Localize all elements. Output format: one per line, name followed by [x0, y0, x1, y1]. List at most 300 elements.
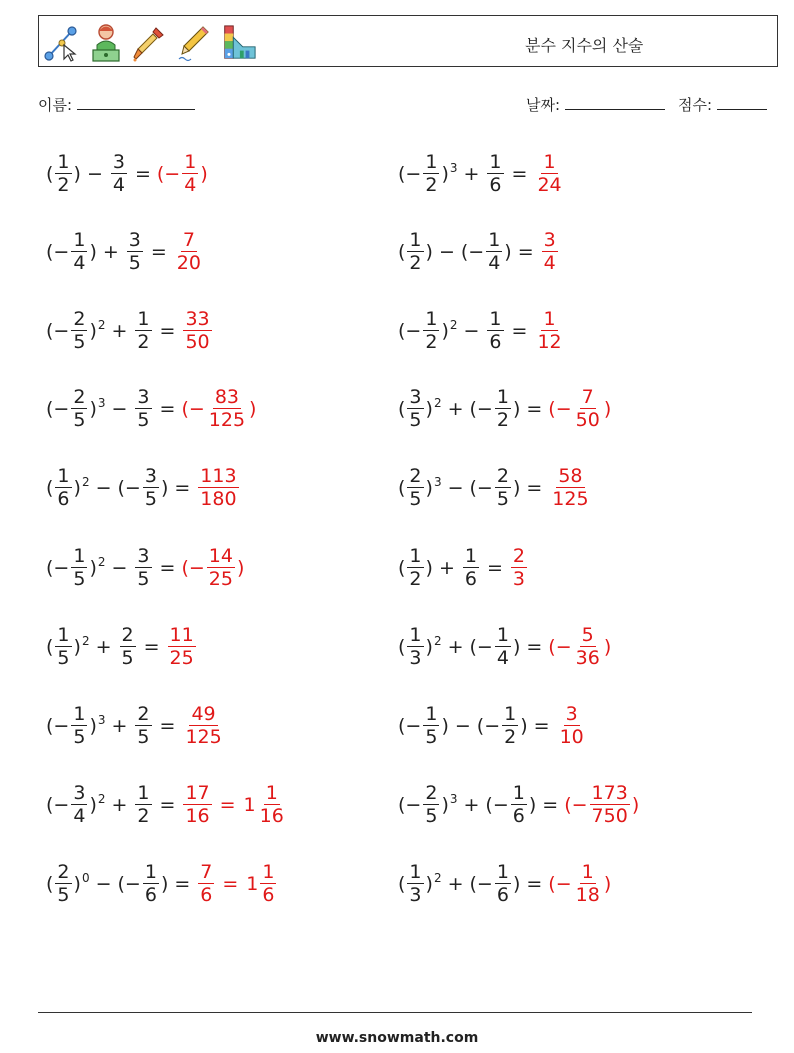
math-symbol: ) — [89, 241, 97, 263]
math-symbol: ( — [398, 636, 406, 658]
math-symbol: (− — [548, 873, 572, 895]
math-symbol: = — [526, 477, 543, 499]
denominator: 2 — [425, 331, 438, 353]
answer — [548, 467, 592, 509]
exponent: 2 — [433, 634, 442, 648]
fraction — [55, 863, 71, 905]
problem-8 — [398, 381, 611, 437]
math-symbol: ( — [46, 636, 54, 658]
fraction — [71, 310, 87, 352]
answer — [548, 388, 611, 430]
math-symbol: ) — [89, 398, 97, 420]
math-symbol: ) — [441, 320, 449, 342]
math-symbol: + — [447, 873, 464, 895]
denominator: 24 — [537, 174, 562, 196]
denominator: 16 — [259, 805, 284, 827]
numerator: 1 — [496, 624, 509, 646]
math-symbol: ) — [441, 163, 449, 185]
denominator: 4 — [543, 252, 556, 274]
fraction — [486, 231, 502, 273]
math-symbol: − — [454, 715, 471, 737]
denominator: 5 — [425, 726, 438, 748]
fraction — [183, 705, 223, 747]
fraction — [183, 784, 211, 826]
math-symbol: (− — [469, 477, 493, 499]
numerator: 1 — [581, 861, 594, 883]
denominator: 5 — [137, 568, 150, 590]
math-symbol: + — [447, 398, 464, 420]
denominator: 5 — [409, 409, 422, 431]
math-symbol: − — [111, 557, 128, 579]
math-symbol: + — [111, 794, 128, 816]
denominator: 750 — [591, 805, 628, 827]
exponent: 2 — [433, 871, 442, 885]
answer — [556, 705, 588, 747]
worksheet-title: 분수 지수의 산술 — [525, 36, 644, 55]
footer-divider — [38, 1012, 752, 1013]
denominator: 2 — [137, 805, 150, 827]
problem-4 — [398, 224, 560, 280]
exponent: 2 — [449, 318, 458, 332]
numerator: 14 — [208, 545, 233, 567]
teacher-icon — [87, 21, 125, 65]
denominator: 6 — [512, 805, 525, 827]
denominator: 50 — [185, 331, 210, 353]
math-symbol: ) — [73, 477, 81, 499]
fraction — [71, 231, 87, 273]
denominator: 2 — [409, 252, 422, 274]
exponent: 2 — [433, 396, 442, 410]
fraction — [574, 863, 602, 905]
fraction — [495, 388, 511, 430]
math-symbol: (− — [117, 477, 141, 499]
fraction — [55, 467, 71, 509]
math-symbol: ) — [73, 163, 81, 185]
fraction — [55, 153, 71, 195]
fraction — [590, 784, 630, 826]
numerator: 1 — [409, 624, 422, 646]
denominator: 5 — [128, 252, 141, 274]
numerator: 83 — [214, 386, 239, 408]
math-symbol: ) — [89, 557, 97, 579]
denominator: 125 — [208, 409, 246, 431]
problem-11 — [46, 540, 244, 596]
math-symbol: − — [111, 398, 128, 420]
score-label: 점수: — [678, 96, 713, 114]
numerator: 1 — [137, 308, 150, 330]
math-symbol: ) — [631, 794, 640, 816]
denominator: 6 — [496, 884, 509, 906]
math-symbol: = — [542, 794, 559, 816]
answer — [157, 153, 208, 195]
numerator: 173 — [591, 782, 628, 804]
denominator: 2 — [409, 568, 422, 590]
problem-6 — [398, 303, 566, 359]
math-symbol: ( — [398, 873, 406, 895]
fraction — [407, 231, 423, 273]
fraction — [574, 626, 602, 668]
math-symbol: ) — [425, 557, 433, 579]
numerator: 58 — [558, 465, 583, 487]
math-symbol: = — [174, 477, 191, 499]
math-symbol: = — [511, 163, 528, 185]
exponent: 3 — [97, 713, 106, 727]
name-blank[interactable] — [77, 95, 195, 110]
exponent: 2 — [97, 318, 106, 332]
math-symbol: ) — [441, 715, 449, 737]
math-symbol: = — [159, 398, 176, 420]
math-symbol: (− — [117, 873, 141, 895]
fraction — [423, 784, 439, 826]
fraction — [542, 231, 558, 273]
numerator: 3 — [137, 386, 150, 408]
denominator: 4 — [112, 174, 125, 196]
fraction — [71, 547, 87, 589]
math-symbol: = — [486, 557, 503, 579]
math-symbol: = — [134, 163, 151, 185]
numerator: 1 — [57, 151, 70, 173]
denominator: 4 — [496, 647, 509, 669]
date-field — [526, 94, 665, 115]
problem-18 — [398, 777, 639, 833]
numerator: 1 — [543, 151, 556, 173]
header-box — [38, 15, 778, 67]
denominator: 5 — [496, 488, 509, 510]
math-symbol: (− — [46, 320, 70, 342]
score-blank[interactable] — [717, 95, 767, 110]
numerator: 11 — [169, 624, 194, 646]
math-symbol: (− — [469, 873, 493, 895]
numerator: 1 — [73, 229, 86, 251]
denominator: 5 — [409, 488, 422, 510]
answer — [564, 784, 639, 826]
numerator: 1 — [144, 861, 157, 883]
denominator: 10 — [559, 726, 584, 748]
math-symbol: ) — [520, 715, 528, 737]
denominator: 6 — [489, 174, 502, 196]
fraction — [487, 153, 503, 195]
answer — [196, 467, 240, 509]
answer — [533, 153, 565, 195]
math-symbol: + — [438, 557, 455, 579]
numerator: 1 — [184, 151, 197, 173]
math-symbol: (− — [564, 794, 588, 816]
vector-tool-icon — [43, 21, 81, 65]
fraction — [175, 231, 203, 273]
fraction — [487, 310, 503, 352]
fraction — [423, 153, 439, 195]
denominator: 5 — [73, 409, 86, 431]
fraction — [111, 153, 127, 195]
fraction — [135, 784, 151, 826]
fraction — [407, 547, 423, 589]
denominator: 2 — [137, 331, 150, 353]
numerator: 2 — [73, 386, 86, 408]
numerator: 3 — [144, 465, 157, 487]
numerator: 3 — [409, 386, 422, 408]
denominator: 6 — [57, 488, 70, 510]
numerator: 3 — [112, 151, 125, 173]
fraction — [135, 547, 151, 589]
numerator: 2 — [137, 703, 150, 725]
fraction — [574, 388, 602, 430]
denominator: 12 — [537, 331, 562, 353]
numerator: 3 — [73, 782, 86, 804]
problem-9 — [46, 460, 241, 516]
fraction — [168, 626, 196, 668]
math-symbol: + — [95, 636, 112, 658]
fraction — [558, 705, 586, 747]
math-symbol: (− — [181, 398, 205, 420]
math-symbol: + — [463, 163, 480, 185]
denominator: 4 — [73, 805, 86, 827]
denominator: 5 — [57, 884, 70, 906]
answer — [181, 310, 213, 352]
exponent: 2 — [97, 792, 106, 806]
math-symbol: (− — [469, 636, 493, 658]
exponent: 3 — [433, 475, 442, 489]
denominator: 25 — [169, 647, 194, 669]
numerator: 2 — [121, 624, 134, 646]
denominator: 125 — [552, 488, 589, 510]
exponent: 3 — [97, 396, 106, 410]
denominator: 180 — [200, 488, 237, 510]
fraction — [143, 863, 159, 905]
date-label: 날짜: — [526, 96, 561, 114]
math-symbol: ( — [398, 398, 406, 420]
fraction — [407, 388, 423, 430]
problem-3 — [46, 224, 205, 280]
fraction — [143, 467, 159, 509]
numerator: 113 — [200, 465, 237, 487]
math-symbol: = — [159, 557, 176, 579]
problem-20 — [398, 856, 611, 912]
math-symbol: = — [174, 873, 191, 895]
fraction — [495, 626, 511, 668]
math-symbol: ) — [425, 873, 433, 895]
fraction — [407, 863, 423, 905]
problem-10 — [398, 460, 593, 516]
math-symbol: (− — [548, 398, 572, 420]
math-symbol: (− — [398, 715, 422, 737]
math-symbol: (− — [476, 715, 501, 737]
numerator: 7 — [200, 861, 213, 883]
math-symbol: + — [111, 320, 128, 342]
fraction — [127, 231, 143, 273]
denominator: 16 — [185, 805, 210, 827]
numerator: 2 — [425, 782, 438, 804]
fraction — [511, 784, 527, 826]
math-symbol: = — [159, 320, 176, 342]
math-symbol: = — [159, 715, 176, 737]
problem-15 — [46, 698, 226, 754]
numerator: 3 — [543, 229, 556, 251]
problem-13 — [46, 619, 198, 675]
fraction — [502, 705, 518, 747]
numerator: 1 — [137, 782, 150, 804]
fraction — [135, 388, 151, 430]
math-symbol: − — [95, 873, 112, 895]
math-symbol: ) — [73, 873, 81, 895]
denominator: 6 — [144, 884, 157, 906]
math-symbol: = — [143, 636, 160, 658]
math-symbol: ) — [89, 794, 97, 816]
denominator: 4 — [73, 252, 86, 274]
denominator: 2 — [425, 174, 438, 196]
denominator: 5 — [121, 647, 134, 669]
denominator: 36 — [575, 647, 600, 669]
math-symbol: (− — [398, 320, 422, 342]
math-symbol: ) — [73, 636, 81, 658]
denominator: 6 — [489, 331, 502, 353]
numerator: 3 — [137, 545, 150, 567]
math-symbol: ( — [398, 477, 406, 499]
numerator: 1 — [488, 229, 501, 251]
math-symbol: + — [102, 241, 119, 263]
math-symbol: ( — [398, 241, 406, 263]
math-symbol: ) — [425, 636, 433, 658]
fraction — [207, 388, 247, 430]
math-symbol: (− — [46, 557, 70, 579]
numerator: 2 — [57, 861, 70, 883]
numerator: 1 — [57, 624, 70, 646]
problem-12 — [398, 540, 529, 596]
fraction — [495, 467, 511, 509]
math-symbol: − — [86, 163, 103, 185]
name-label: 이름: — [38, 96, 73, 114]
denominator: 4 — [184, 174, 197, 196]
fraction — [71, 705, 87, 747]
math-symbol: − — [447, 477, 464, 499]
denominator: 3 — [409, 884, 422, 906]
answer — [548, 626, 611, 668]
numerator: 1 — [496, 861, 509, 883]
math-symbol: (− — [46, 794, 70, 816]
math-symbol: ) — [160, 873, 169, 895]
answer — [181, 784, 287, 826]
denominator: 3 — [409, 647, 422, 669]
numerator: 1 — [512, 782, 525, 804]
denominator: 5 — [137, 409, 150, 431]
math-symbol: (− — [46, 241, 70, 263]
math-symbol: ( — [46, 163, 54, 185]
denominator: 5 — [144, 488, 157, 510]
score-field — [678, 94, 767, 115]
exponent: 2 — [81, 634, 90, 648]
math-symbol: (− — [485, 794, 509, 816]
fraction — [258, 784, 286, 826]
math-symbol: ) — [441, 794, 449, 816]
numerator: 1 — [425, 703, 438, 725]
math-symbol: ( — [46, 873, 54, 895]
numerator: 2 — [409, 465, 422, 487]
math-symbol: ) — [504, 241, 512, 263]
numerator: 2 — [73, 308, 86, 330]
fraction — [120, 626, 136, 668]
fraction — [423, 705, 439, 747]
fraction — [71, 784, 87, 826]
math-symbol: ( — [46, 477, 54, 499]
numerator: 1 — [504, 703, 517, 725]
math-symbol: ) — [603, 636, 612, 658]
answer — [181, 547, 244, 589]
fraction — [135, 310, 151, 352]
numerator: 1 — [73, 545, 86, 567]
answer — [181, 705, 225, 747]
numerator: 49 — [191, 703, 216, 725]
math-symbol: ) — [200, 163, 208, 185]
numerator: 2 — [512, 545, 525, 567]
exponent: 0 — [81, 871, 90, 885]
math-symbol: = — [526, 636, 543, 658]
numerator: 1 — [543, 308, 556, 330]
numerator: 5 — [581, 624, 594, 646]
denominator: 5 — [73, 568, 86, 590]
fraction — [407, 626, 423, 668]
problem-2 — [398, 146, 566, 202]
fraction — [135, 705, 151, 747]
denominator: 4 — [488, 252, 501, 274]
exponent: 3 — [449, 792, 458, 806]
math-symbol: (− — [156, 163, 181, 185]
math-symbol: (− — [398, 794, 422, 816]
numerator: 1 — [262, 861, 275, 883]
fraction — [495, 863, 511, 905]
denominator: 5 — [73, 726, 86, 748]
denominator: 6 — [262, 884, 275, 906]
math-symbol: = — [526, 398, 543, 420]
math-symbol: ) — [528, 794, 537, 816]
math-symbol: ) — [89, 320, 97, 342]
math-symbol: − — [95, 477, 112, 499]
problem-7 — [46, 381, 256, 437]
denominator: 18 — [575, 884, 600, 906]
color-palette-icon — [219, 21, 257, 65]
math-symbol: ) — [512, 398, 521, 420]
denominator: 50 — [575, 409, 600, 431]
fraction — [535, 310, 563, 352]
math-symbol: = — [222, 873, 239, 895]
denominator: 6 — [464, 568, 477, 590]
math-symbol: 1 — [243, 794, 256, 816]
footer-site[interactable]: www.snowmath.com — [315, 1030, 479, 1046]
math-symbol: ) — [89, 715, 97, 737]
numerator: 1 — [73, 703, 86, 725]
math-symbol: ) — [512, 636, 521, 658]
exponent: 3 — [449, 161, 458, 175]
denominator: 6 — [200, 884, 213, 906]
denominator: 2 — [504, 726, 517, 748]
math-symbol: (− — [469, 398, 493, 420]
problem-19 — [46, 856, 278, 912]
math-symbol: ) — [603, 873, 612, 895]
denominator: 25 — [208, 568, 233, 590]
pipette-icon — [131, 21, 169, 65]
header-icons — [43, 21, 257, 65]
math-symbol: (− — [46, 398, 70, 420]
numerator: 1 — [425, 151, 438, 173]
denominator: 2 — [57, 174, 70, 196]
math-symbol: − — [438, 241, 455, 263]
math-symbol: ) — [249, 398, 257, 420]
numerator: 3 — [565, 703, 578, 725]
numerator: 2 — [496, 465, 509, 487]
answer — [533, 310, 565, 352]
fraction — [183, 310, 211, 352]
math-symbol: ) — [425, 398, 433, 420]
date-blank[interactable] — [565, 95, 665, 110]
math-symbol: = — [219, 794, 236, 816]
